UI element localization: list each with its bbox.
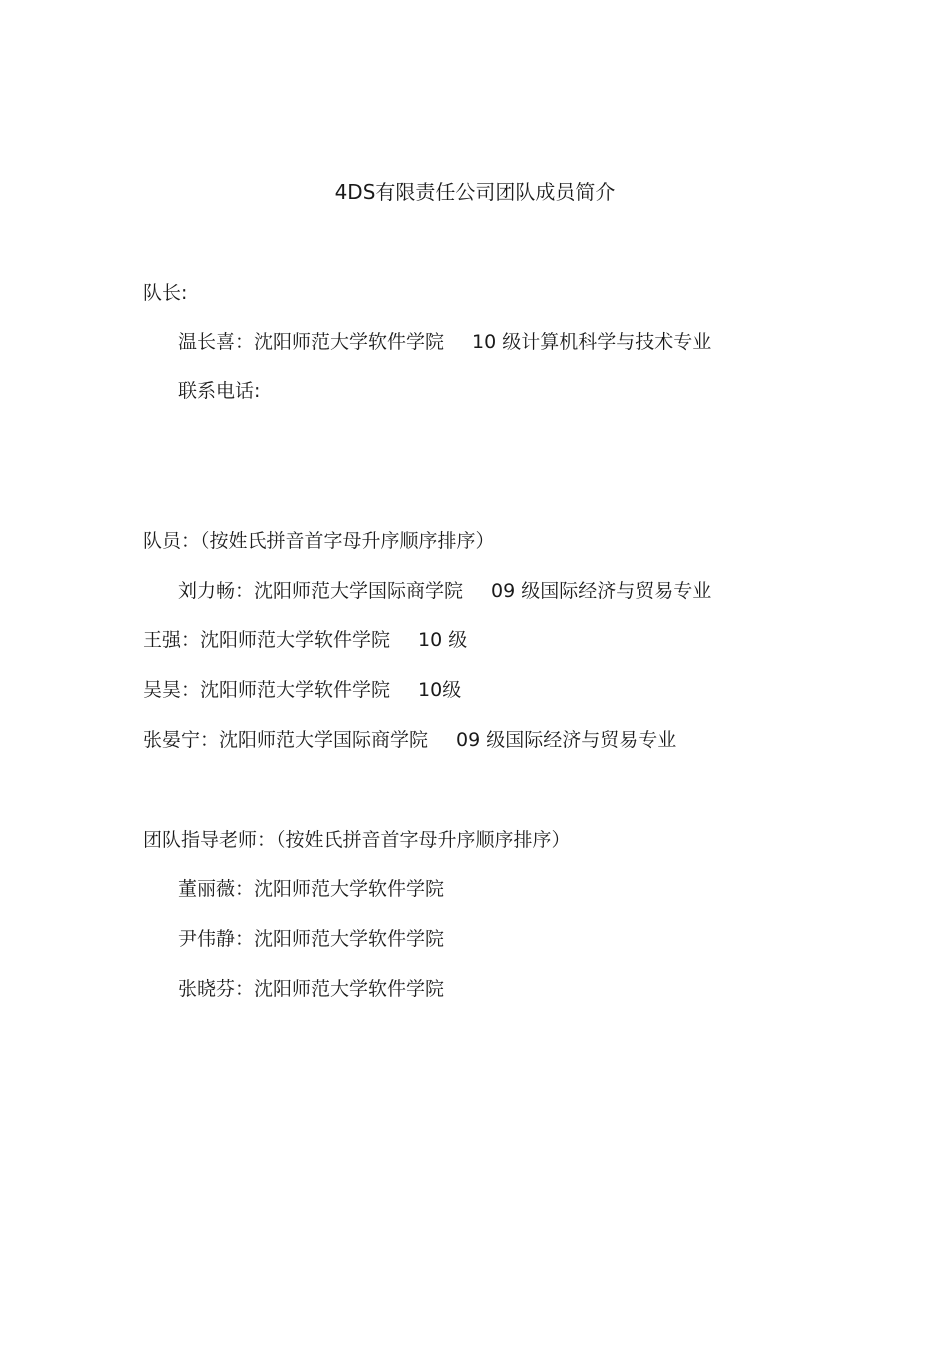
captain-info: [178, 329, 711, 355]
member-item: [143, 727, 676, 753]
captain-name-label: 温长喜：沈阳师范大学软件学院: [178, 331, 445, 353]
member-item: [143, 627, 467, 653]
advisor-item: 董丽薇：沈阳师范大学软件学院: [178, 878, 445, 900]
captain-grade: 10: [472, 331, 497, 353]
member-label: 刘力畅：沈阳师范大学国际商学院: [178, 580, 464, 602]
document-title: 4DS有限责任公司团队成员简介: [334, 180, 616, 204]
member-grade: 09: [456, 729, 481, 751]
member-major: 级: [448, 629, 468, 651]
advisors-heading: 团队指导老师：（按姓氏拼音首字母升序顺序排序）: [143, 829, 571, 851]
advisor-item: 张晓芬：沈阳师范大学软件学院: [178, 978, 445, 1000]
member-item: [143, 677, 461, 703]
member-item: [178, 578, 711, 604]
member-grade: 10级: [418, 679, 462, 701]
member-label: 张晏宁：沈阳师范大学国际商学院: [143, 729, 429, 751]
member-grade: 09: [491, 580, 516, 602]
members-heading: 队员：（按姓氏拼音首字母升序顺序排序）: [143, 530, 495, 552]
member-label: 吴昊：沈阳师范大学软件学院: [143, 679, 391, 701]
advisor-item: 尹伟静：沈阳师范大学软件学院: [178, 928, 445, 950]
member-label: 王强：沈阳师范大学软件学院: [143, 629, 391, 651]
member-major: 级国际经济与贸易专业: [486, 729, 677, 751]
captain-heading: 队长:: [143, 282, 188, 304]
member-major: 级国际经济与贸易专业: [521, 580, 712, 602]
captain-major: 级计算机科学与技术专业: [502, 331, 712, 353]
member-grade: 10: [418, 629, 443, 651]
captain-phone-label: 联系电话:: [178, 380, 261, 402]
